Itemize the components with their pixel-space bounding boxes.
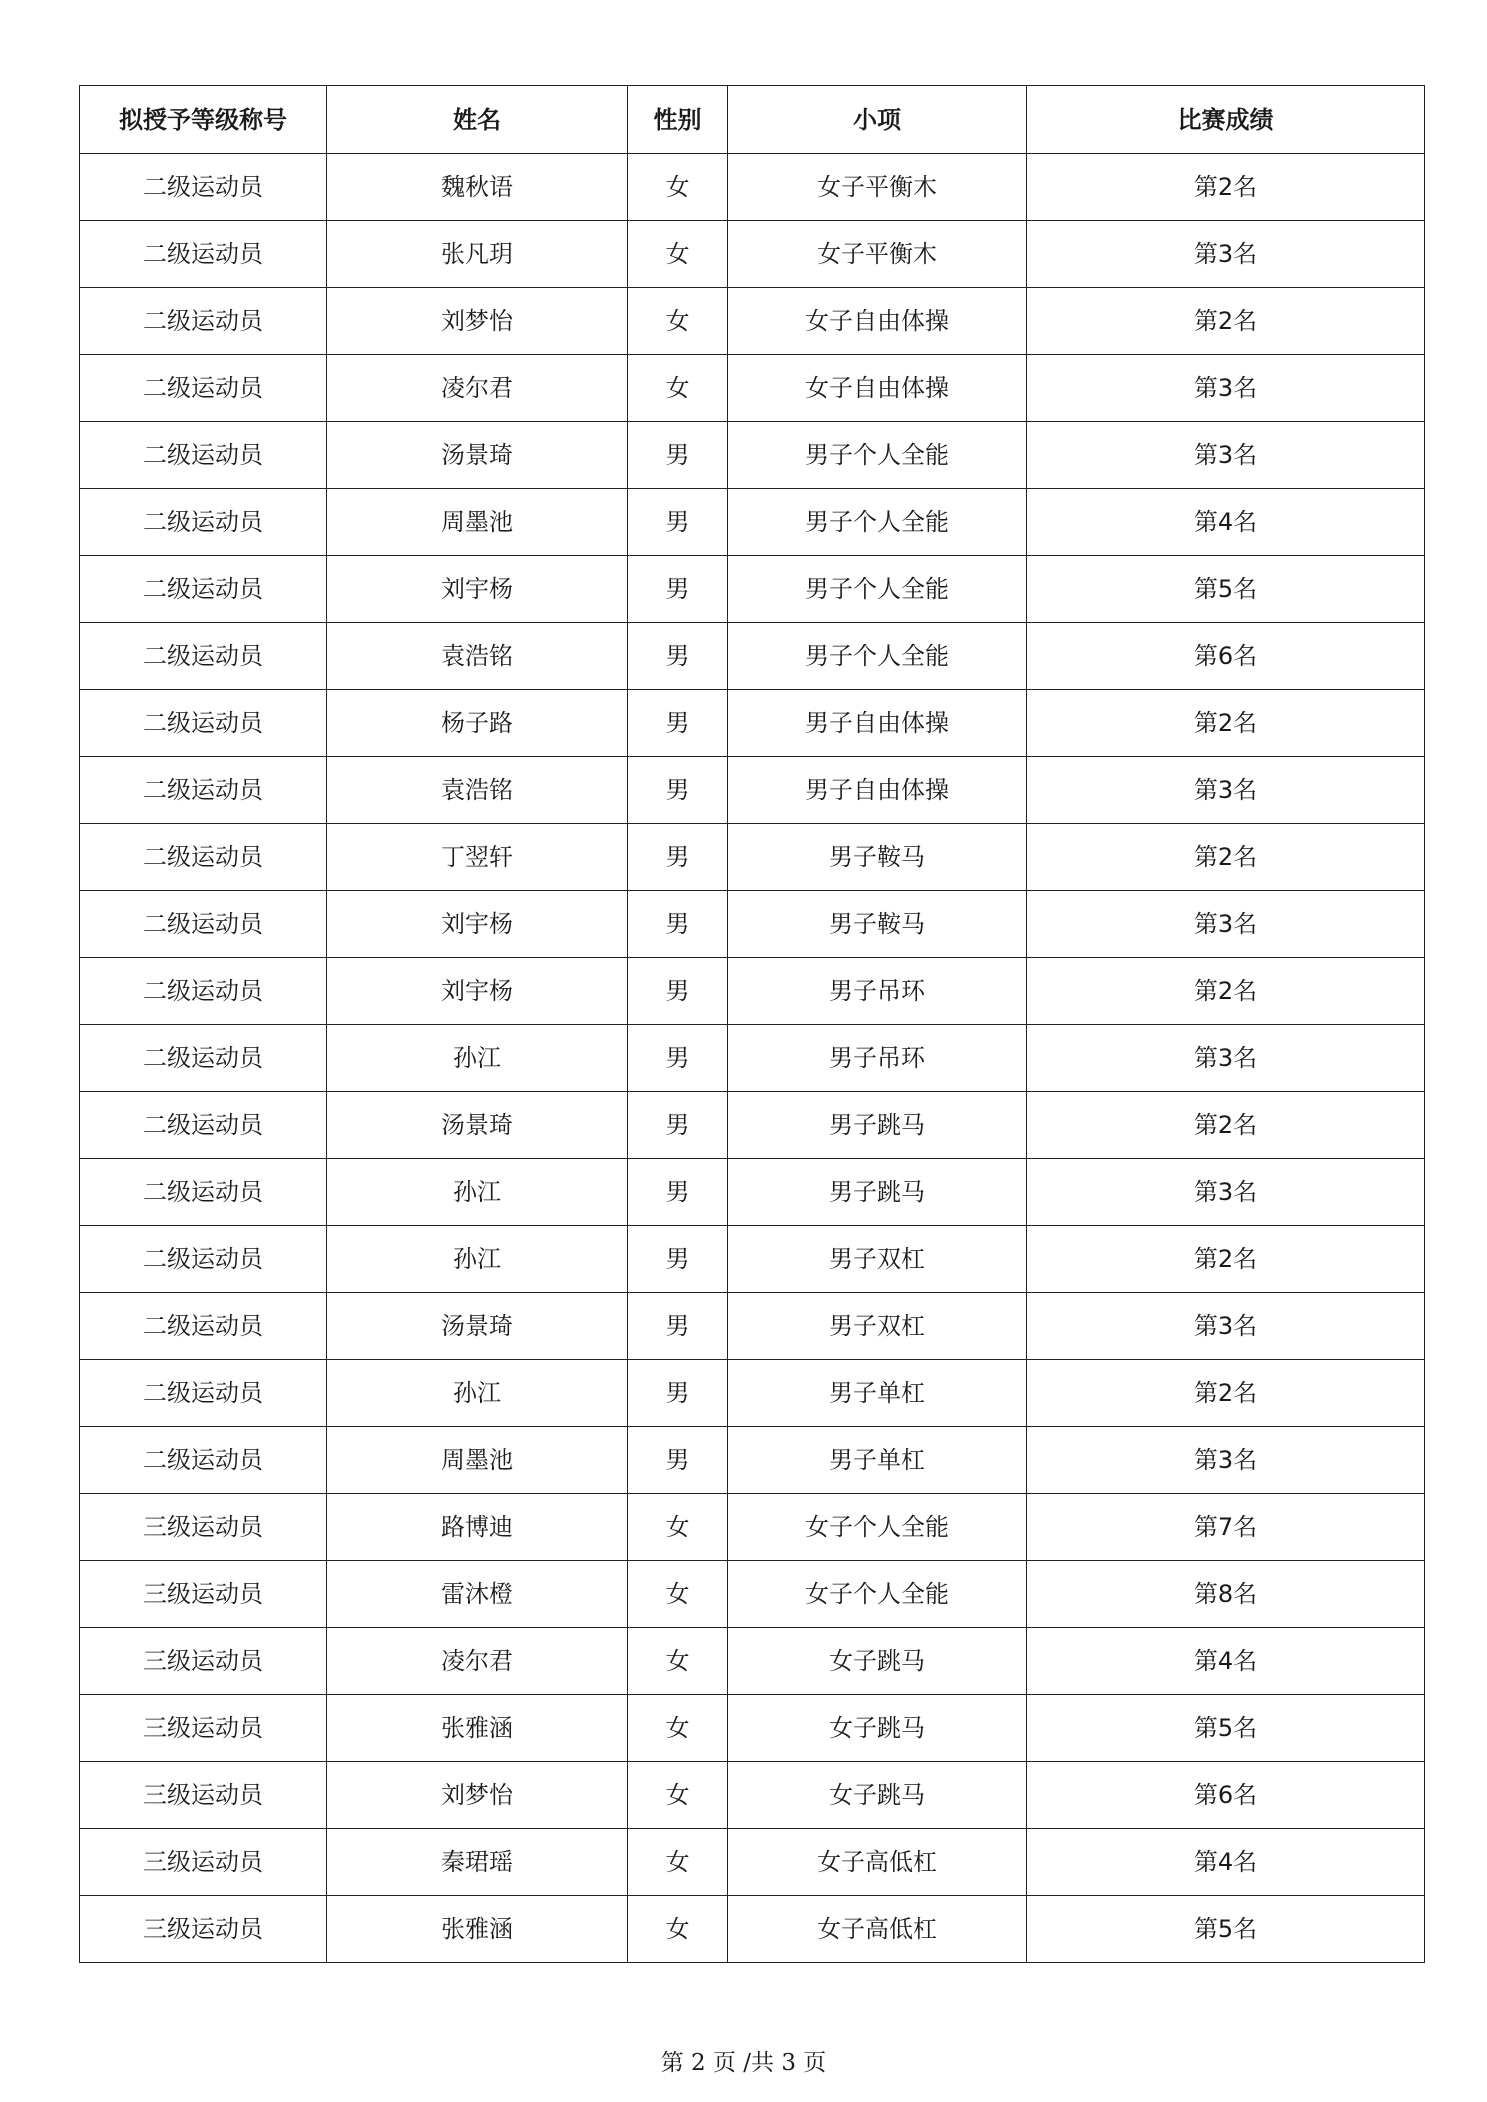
cell-gender: 女 bbox=[628, 154, 728, 221]
table-row bbox=[80, 958, 1425, 1025]
cell-gender: 男 bbox=[628, 1226, 728, 1293]
cell-name: 汤景琦 bbox=[327, 1293, 628, 1360]
cell-grade-title: 二级运动员 bbox=[80, 1360, 327, 1427]
page-number: 第 2 页 /共 3 页 bbox=[660, 2050, 827, 2076]
table-row bbox=[80, 690, 1425, 757]
table-row bbox=[80, 154, 1425, 221]
cell-result: 第2名 bbox=[1027, 1092, 1425, 1159]
table-row bbox=[80, 1360, 1425, 1427]
table-row bbox=[80, 623, 1425, 690]
table-row bbox=[80, 1695, 1425, 1762]
cell-grade-title: 二级运动员 bbox=[80, 1226, 327, 1293]
cell-gender: 男 bbox=[628, 1025, 728, 1092]
cell-grade-title: 二级运动员 bbox=[80, 154, 327, 221]
cell-event: 男子跳马 bbox=[728, 1159, 1027, 1226]
cell-result: 第3名 bbox=[1027, 757, 1425, 824]
cell-result: 第2名 bbox=[1027, 1226, 1425, 1293]
cell-gender: 男 bbox=[628, 1159, 728, 1226]
cell-name: 刘宇杨 bbox=[327, 891, 628, 958]
cell-grade-title: 二级运动员 bbox=[80, 1159, 327, 1226]
cell-result: 第3名 bbox=[1027, 1427, 1425, 1494]
cell-name: 路博迪 bbox=[327, 1494, 628, 1561]
table-row bbox=[80, 1427, 1425, 1494]
cell-gender: 男 bbox=[628, 1427, 728, 1494]
cell-gender: 女 bbox=[628, 1561, 728, 1628]
cell-event: 男子吊环 bbox=[728, 1025, 1027, 1092]
cell-result: 第3名 bbox=[1027, 355, 1425, 422]
cell-result: 第5名 bbox=[1027, 556, 1425, 623]
cell-name: 魏秋语 bbox=[327, 154, 628, 221]
cell-event: 女子自由体操 bbox=[728, 288, 1027, 355]
cell-name: 孙江 bbox=[327, 1226, 628, 1293]
cell-name: 袁浩铭 bbox=[327, 757, 628, 824]
header-grade-title: 拟授予等级称号 bbox=[80, 86, 327, 154]
header-name: 姓名 bbox=[327, 86, 628, 154]
cell-grade-title: 三级运动员 bbox=[80, 1561, 327, 1628]
document-page bbox=[79, 85, 1424, 1963]
table-row bbox=[80, 1628, 1425, 1695]
cell-name: 孙江 bbox=[327, 1360, 628, 1427]
cell-name: 杨子路 bbox=[327, 690, 628, 757]
cell-result: 第8名 bbox=[1027, 1561, 1425, 1628]
cell-name: 张凡玥 bbox=[327, 221, 628, 288]
cell-result: 第2名 bbox=[1027, 958, 1425, 1025]
cell-grade-title: 二级运动员 bbox=[80, 690, 327, 757]
cell-name: 刘梦怡 bbox=[327, 1762, 628, 1829]
cell-grade-title: 二级运动员 bbox=[80, 891, 327, 958]
cell-gender: 女 bbox=[628, 1762, 728, 1829]
cell-result: 第3名 bbox=[1027, 1159, 1425, 1226]
cell-result: 第6名 bbox=[1027, 623, 1425, 690]
cell-gender: 女 bbox=[628, 1896, 728, 1963]
cell-name: 刘梦怡 bbox=[327, 288, 628, 355]
cell-name: 汤景琦 bbox=[327, 1092, 628, 1159]
table-row bbox=[80, 489, 1425, 556]
cell-gender: 男 bbox=[628, 1360, 728, 1427]
cell-event: 女子自由体操 bbox=[728, 355, 1027, 422]
cell-gender: 女 bbox=[628, 1829, 728, 1896]
table-row bbox=[80, 1494, 1425, 1561]
cell-name: 袁浩铭 bbox=[327, 623, 628, 690]
cell-name: 刘宇杨 bbox=[327, 556, 628, 623]
cell-result: 第2名 bbox=[1027, 824, 1425, 891]
cell-event: 男子单杠 bbox=[728, 1360, 1027, 1427]
cell-grade-title: 三级运动员 bbox=[80, 1762, 327, 1829]
header-event: 小项 bbox=[728, 86, 1027, 154]
cell-name: 张雅涵 bbox=[327, 1896, 628, 1963]
table-row bbox=[80, 1896, 1425, 1963]
cell-result: 第6名 bbox=[1027, 1762, 1425, 1829]
cell-grade-title: 二级运动员 bbox=[80, 757, 327, 824]
table-row bbox=[80, 355, 1425, 422]
cell-grade-title: 二级运动员 bbox=[80, 1293, 327, 1360]
cell-event: 男子吊环 bbox=[728, 958, 1027, 1025]
cell-name: 孙江 bbox=[327, 1159, 628, 1226]
athlete-grade-table bbox=[79, 85, 1425, 1963]
cell-gender: 男 bbox=[628, 824, 728, 891]
cell-result: 第4名 bbox=[1027, 1829, 1425, 1896]
cell-event: 女子平衡木 bbox=[728, 221, 1027, 288]
cell-grade-title: 二级运动员 bbox=[80, 288, 327, 355]
cell-gender: 男 bbox=[628, 556, 728, 623]
cell-event: 男子个人全能 bbox=[728, 422, 1027, 489]
cell-grade-title: 三级运动员 bbox=[80, 1695, 327, 1762]
table-row bbox=[80, 556, 1425, 623]
cell-grade-title: 二级运动员 bbox=[80, 489, 327, 556]
cell-event: 男子单杠 bbox=[728, 1427, 1027, 1494]
table-row bbox=[80, 1561, 1425, 1628]
table-body bbox=[80, 154, 1425, 1963]
cell-gender: 女 bbox=[628, 355, 728, 422]
cell-event: 男子鞍马 bbox=[728, 824, 1027, 891]
cell-name: 凌尔君 bbox=[327, 1628, 628, 1695]
cell-result: 第7名 bbox=[1027, 1494, 1425, 1561]
cell-name: 周墨池 bbox=[327, 1427, 628, 1494]
cell-name: 凌尔君 bbox=[327, 355, 628, 422]
cell-grade-title: 二级运动员 bbox=[80, 1025, 327, 1092]
cell-name: 汤景琦 bbox=[327, 422, 628, 489]
header-gender: 性别 bbox=[628, 86, 728, 154]
cell-result: 第2名 bbox=[1027, 1360, 1425, 1427]
cell-gender: 女 bbox=[628, 1695, 728, 1762]
table-row bbox=[80, 1762, 1425, 1829]
cell-event: 女子平衡木 bbox=[728, 154, 1027, 221]
cell-result: 第4名 bbox=[1027, 489, 1425, 556]
table-row bbox=[80, 1159, 1425, 1226]
cell-event: 女子个人全能 bbox=[728, 1561, 1027, 1628]
table-row bbox=[80, 824, 1425, 891]
cell-grade-title: 二级运动员 bbox=[80, 355, 327, 422]
cell-result: 第5名 bbox=[1027, 1896, 1425, 1963]
cell-result: 第3名 bbox=[1027, 1293, 1425, 1360]
header-result: 比赛成绩 bbox=[1027, 86, 1425, 154]
cell-gender: 男 bbox=[628, 422, 728, 489]
cell-result: 第2名 bbox=[1027, 288, 1425, 355]
cell-gender: 男 bbox=[628, 958, 728, 1025]
table-row bbox=[80, 1025, 1425, 1092]
cell-name: 周墨池 bbox=[327, 489, 628, 556]
cell-result: 第3名 bbox=[1027, 221, 1425, 288]
cell-event: 男子自由体操 bbox=[728, 757, 1027, 824]
cell-event: 女子跳马 bbox=[728, 1762, 1027, 1829]
table-row bbox=[80, 422, 1425, 489]
cell-gender: 女 bbox=[628, 1494, 728, 1561]
cell-name: 张雅涵 bbox=[327, 1695, 628, 1762]
cell-gender: 女 bbox=[628, 221, 728, 288]
cell-grade-title: 二级运动员 bbox=[80, 623, 327, 690]
cell-grade-title: 二级运动员 bbox=[80, 1092, 327, 1159]
table-row bbox=[80, 1829, 1425, 1896]
cell-event: 男子双杠 bbox=[728, 1226, 1027, 1293]
cell-gender: 男 bbox=[628, 891, 728, 958]
cell-event: 女子跳马 bbox=[728, 1628, 1027, 1695]
cell-grade-title: 二级运动员 bbox=[80, 958, 327, 1025]
cell-grade-title: 二级运动员 bbox=[80, 1427, 327, 1494]
cell-grade-title: 二级运动员 bbox=[80, 422, 327, 489]
cell-event: 男子鞍马 bbox=[728, 891, 1027, 958]
cell-grade-title: 三级运动员 bbox=[80, 1628, 327, 1695]
cell-gender: 男 bbox=[628, 1092, 728, 1159]
cell-event: 男子自由体操 bbox=[728, 690, 1027, 757]
cell-gender: 男 bbox=[628, 1293, 728, 1360]
cell-result: 第3名 bbox=[1027, 891, 1425, 958]
table-row bbox=[80, 221, 1425, 288]
cell-name: 丁翌轩 bbox=[327, 824, 628, 891]
cell-result: 第4名 bbox=[1027, 1628, 1425, 1695]
cell-grade-title: 三级运动员 bbox=[80, 1896, 327, 1963]
cell-event: 男子个人全能 bbox=[728, 489, 1027, 556]
table-row bbox=[80, 1226, 1425, 1293]
cell-result: 第2名 bbox=[1027, 690, 1425, 757]
cell-result: 第5名 bbox=[1027, 1695, 1425, 1762]
cell-result: 第3名 bbox=[1027, 422, 1425, 489]
cell-gender: 女 bbox=[628, 288, 728, 355]
cell-name: 秦珺瑶 bbox=[327, 1829, 628, 1896]
cell-gender: 男 bbox=[628, 489, 728, 556]
cell-event: 女子高低杠 bbox=[728, 1896, 1027, 1963]
table-row bbox=[80, 891, 1425, 958]
cell-result: 第3名 bbox=[1027, 1025, 1425, 1092]
cell-event: 男子个人全能 bbox=[728, 556, 1027, 623]
table-row bbox=[80, 757, 1425, 824]
cell-gender: 男 bbox=[628, 690, 728, 757]
cell-event: 男子跳马 bbox=[728, 1092, 1027, 1159]
cell-event: 男子个人全能 bbox=[728, 623, 1027, 690]
header-row bbox=[80, 86, 1425, 154]
cell-gender: 女 bbox=[628, 1628, 728, 1695]
cell-name: 孙江 bbox=[327, 1025, 628, 1092]
table-row bbox=[80, 1293, 1425, 1360]
cell-name: 雷沐橙 bbox=[327, 1561, 628, 1628]
cell-gender: 男 bbox=[628, 757, 728, 824]
cell-result: 第2名 bbox=[1027, 154, 1425, 221]
cell-event: 女子高低杠 bbox=[728, 1829, 1027, 1896]
cell-grade-title: 二级运动员 bbox=[80, 824, 327, 891]
cell-name: 刘宇杨 bbox=[327, 958, 628, 1025]
cell-grade-title: 二级运动员 bbox=[80, 221, 327, 288]
cell-gender: 男 bbox=[628, 623, 728, 690]
cell-event: 女子跳马 bbox=[728, 1695, 1027, 1762]
cell-grade-title: 三级运动员 bbox=[80, 1829, 327, 1896]
table-row bbox=[80, 1092, 1425, 1159]
cell-grade-title: 三级运动员 bbox=[80, 1494, 327, 1561]
cell-event: 女子个人全能 bbox=[728, 1494, 1027, 1561]
cell-grade-title: 二级运动员 bbox=[80, 556, 327, 623]
table-header bbox=[80, 86, 1425, 154]
table-row bbox=[80, 288, 1425, 355]
cell-event: 男子双杠 bbox=[728, 1293, 1027, 1360]
